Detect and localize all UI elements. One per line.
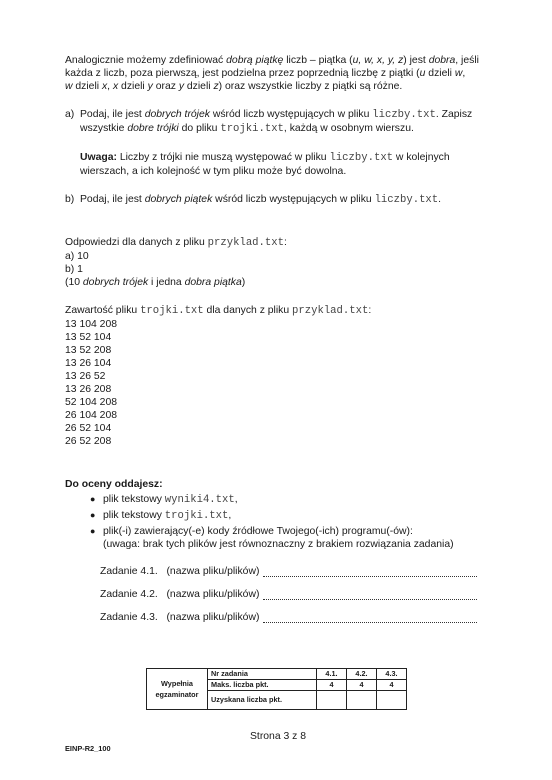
task-a-line-1: Podaj, ile jest dobrych trójek wśród liczb występujących w pliku liczby.txt. Zapisz [80,109,473,121]
answer-b: b) 1 [65,264,83,275]
submit-title: Do oceny oddajesz: [65,479,163,490]
max-points-4-2: 4 [347,680,377,691]
max-points-label: Maks. liczba pkt. [208,680,317,691]
task-number-4-2: 4.2. [347,669,377,680]
page-number: Strona 3 z 8 [250,731,307,742]
submit-item-1: plik tekstowy wyniki4.txt, [103,494,238,506]
contents-heading: Zawartość pliku trojki.txt dla danych z pliku przyklad.txt: [65,305,372,317]
obtained-points-4-3[interactable] [377,691,407,710]
intro-line-1: Analogicznie możemy zdefiniować dobrą piątkę liczb – piątka (u, w, x, y, z) jest dobra, jeśli [65,55,479,66]
intro-line-2: każda z liczb, poza pierwszą, jest podzielna przez poprzednią liczbę z piątki (u dzieli w, [65,68,466,79]
data-row-5: 13 26 52 [65,371,106,382]
data-row-10: 26 52 208 [65,436,112,447]
task-a-line-2: wszystkie dobre trójki do pliku trojki.txt, każdą w osobnym wierszu. [80,123,414,135]
examiner-label: Wypełnia egzaminator [147,669,208,710]
exam-code: EINP-R2_100 [65,744,111,753]
bullet-icon: ● [90,526,96,536]
obtained-points-4-1[interactable] [317,691,347,710]
zadanie-4-2-label: Zadanie 4.2. (nazwa pliku/plików) [100,589,260,600]
answer-note: (10 dobrych trójek i jedna dobra piątka) [65,277,246,288]
max-points-4-1: 4 [317,680,347,691]
zadanie-4-3-label: Zadanie 4.3. (nazwa pliku/plików) [100,612,260,623]
intro-line-3: w dzieli x, x dzieli y oraz y dzieli z) oraz wszystkie liczby z piątki są różne. [65,81,403,92]
max-points-4-3: 4 [377,680,407,691]
data-row-3: 13 52 208 [65,345,112,356]
zadanie-4-1-label: Zadanie 4.1. (nazwa pliku/plików) [100,566,260,577]
answer-a: a) 10 [65,251,89,262]
data-row-7: 52 104 208 [65,397,118,408]
submit-item-3-line-1: plik(-i) zawierający(-e) kody źródłowe Twojego(-ich) programu(-ów): [103,526,413,537]
obtained-points-label: Uzyskana liczba pkt. [208,691,317,710]
task-b-label: b) [65,194,75,205]
submit-item-3-line-2: (uwaga: brak tych plików jest równoznaczny z brakiem rozwiązania zadania) [103,539,454,550]
zadanie-4-3-answer-field[interactable] [263,612,477,623]
task-number-label: Nr zadania [208,669,317,680]
submit-item-2: plik tekstowy trojki.txt, [103,510,232,522]
note-line-2: wierszach, a ich kolejność w tym pliku może być dowolna. [80,166,347,177]
data-row-6: 13 26 208 [65,384,112,395]
task-number-4-1: 4.1. [317,669,347,680]
bullet-icon: ● [90,510,96,520]
data-row-9: 26 52 104 [65,423,112,434]
examiner-table [146,668,407,710]
task-b-line: Podaj, ile jest dobrych piątek wśród liczb występujących w pliku liczby.txt. [80,194,442,206]
bullet-icon: ● [90,494,96,504]
answers-heading: Odpowiedzi dla danych z pliku przyklad.txt: [65,237,287,249]
data-row-1: 13 104 208 [65,319,118,330]
data-row-2: 13 52 104 [65,332,112,343]
task-number-4-3: 4.3. [377,669,407,680]
data-row-4: 13 26 104 [65,358,112,369]
zadanie-4-1-answer-field[interactable] [263,566,477,577]
data-row-8: 26 104 208 [65,410,118,421]
zadanie-4-2-answer-field[interactable] [263,589,477,600]
note-line-1: Uwaga: Liczby z trójki nie muszą występować w pliku liczby.txt w kolejnych [80,152,450,164]
obtained-points-4-2[interactable] [347,691,377,710]
task-a-label: a) [65,109,75,120]
